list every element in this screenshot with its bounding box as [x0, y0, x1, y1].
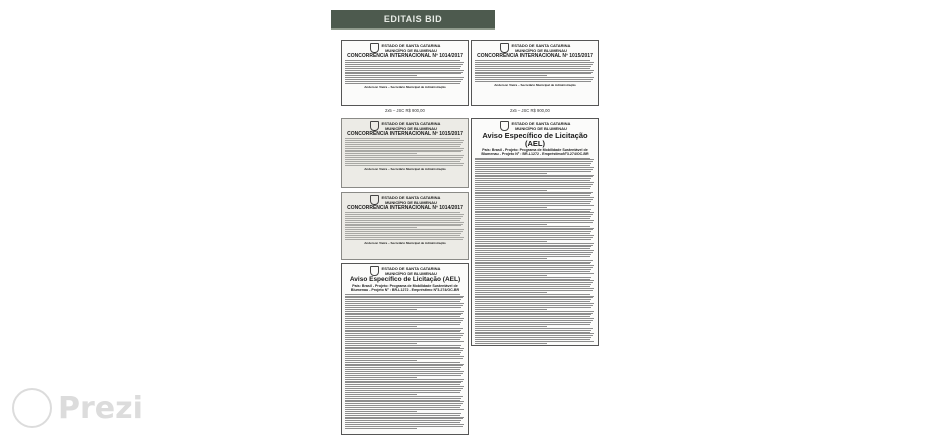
text-line [345, 413, 461, 414]
text-line [475, 188, 590, 189]
text-line [475, 267, 593, 268]
text-line [345, 411, 417, 412]
text-line [345, 428, 417, 429]
state-name: ESTADO DE SANTA CATARINA [511, 43, 571, 48]
text-line [345, 72, 463, 73]
text-line [345, 77, 464, 78]
text-line [345, 62, 464, 63]
text-line [475, 263, 590, 264]
text-line [345, 386, 464, 387]
text-line [345, 337, 461, 338]
text-line [345, 348, 464, 349]
text-line [475, 158, 590, 159]
text-line [475, 297, 593, 298]
text-line [475, 341, 594, 342]
text-line [475, 245, 593, 246]
text-line [345, 394, 417, 395]
text-line [345, 155, 464, 156]
text-line [475, 292, 547, 293]
text-line [475, 77, 594, 78]
text-line [345, 140, 464, 141]
notice-signature: Anderson Vieira – Secretário Municipal de Administração [494, 83, 576, 88]
notice-header [345, 195, 465, 205]
text-line [475, 282, 593, 283]
text-line [345, 356, 464, 357]
text-line [345, 382, 461, 383]
text-line [475, 169, 593, 170]
text-line [475, 239, 591, 240]
text-line [345, 222, 464, 223]
text-line [345, 345, 461, 346]
text-line [475, 339, 590, 340]
text-line [345, 324, 460, 325]
text-line [345, 66, 461, 67]
text-line [345, 142, 463, 143]
text-line [475, 246, 591, 247]
notice-concorrencia-1015-copy[interactable] [341, 118, 469, 188]
text-line [475, 216, 591, 217]
notice-header [475, 43, 595, 53]
text-line [475, 231, 591, 232]
notice-body [345, 294, 465, 429]
text-line [345, 384, 460, 385]
text-line [475, 260, 593, 261]
text-line [345, 68, 460, 69]
text-line [475, 309, 547, 310]
municipality-name: MUNICÍPIO DE BLUMENAU [515, 48, 567, 53]
text-line [475, 180, 590, 181]
text-line [475, 66, 591, 67]
text-line [475, 173, 547, 174]
state-name: ESTADO DE SANTA CATARINA [381, 195, 441, 200]
text-line [345, 296, 464, 297]
coat-of-arms-icon [500, 43, 509, 53]
text-line [345, 377, 417, 378]
text-line [475, 211, 590, 212]
notice-header [345, 266, 465, 276]
text-line [345, 407, 460, 408]
text-line [345, 216, 463, 217]
text-line [345, 330, 461, 331]
text-line [345, 401, 464, 402]
text-line [345, 309, 417, 310]
text-line [345, 299, 461, 300]
text-line [475, 343, 547, 344]
text-line [345, 301, 460, 302]
notice-title: CONCORRÊNCIA INTERNACIONAL Nº 1015/2017 [477, 53, 593, 59]
text-line [345, 138, 460, 139]
state-name: ESTADO DE SANTA CATARINA [381, 43, 441, 48]
notice-concorrencia-1014[interactable] [341, 40, 469, 106]
notice-signature: Anderson Vieira – Secretário Municipal de Administração [364, 84, 446, 89]
banner-title: EDITAIS BID [383, 14, 443, 24]
notice-header [345, 43, 465, 53]
text-line [345, 362, 460, 363]
text-line [345, 314, 461, 315]
text-line [345, 415, 460, 416]
text-line [475, 318, 594, 319]
notice-title: Aviso Específico de Licitação (AEL) [482, 131, 588, 148]
text-line [475, 182, 594, 183]
text-line [475, 271, 590, 272]
text-line [345, 161, 460, 162]
text-line [475, 178, 591, 179]
banner-underline [331, 28, 495, 30]
notice-body [475, 60, 595, 82]
text-line [345, 313, 463, 314]
notice-concorrencia-1014-copy[interactable] [341, 192, 469, 260]
text-line [475, 299, 591, 300]
text-line [475, 265, 594, 266]
text-line [475, 296, 594, 297]
text-line [475, 167, 594, 168]
text-line [475, 214, 593, 215]
municipality-name: MUNICÍPIO DE BLUMENAU [515, 126, 567, 131]
text-line [475, 258, 547, 259]
text-line [475, 190, 547, 191]
text-line [475, 290, 593, 291]
text-line [345, 153, 417, 154]
text-line [345, 422, 460, 423]
text-line [345, 79, 463, 80]
text-line [475, 235, 594, 236]
notice-body [345, 212, 465, 239]
notice-concorrencia-1015[interactable] [471, 40, 599, 106]
coat-of-arms-icon [500, 121, 509, 131]
municipality-name: MUNICÍPIO DE BLUMENAU [385, 48, 437, 53]
text-line [475, 220, 594, 221]
text-line [475, 332, 590, 333]
text-line [345, 364, 464, 365]
text-line [345, 365, 463, 366]
text-line [345, 354, 460, 355]
text-line [345, 320, 463, 321]
text-line [475, 269, 591, 270]
text-line [475, 195, 590, 196]
text-line [475, 218, 590, 219]
text-line [475, 316, 590, 317]
text-line [345, 350, 463, 351]
text-line [345, 381, 463, 382]
text-line [475, 322, 591, 323]
text-line [345, 151, 461, 152]
text-line [345, 373, 463, 374]
text-line [475, 273, 594, 274]
text-line [345, 392, 460, 393]
text-line [475, 275, 547, 276]
text-line [345, 426, 463, 427]
notice-body [345, 138, 465, 165]
text-line [345, 220, 460, 221]
coat-of-arms-icon [370, 121, 379, 131]
text-line [345, 358, 463, 359]
text-line [345, 396, 463, 397]
text-line [345, 227, 417, 228]
text-line [345, 83, 460, 84]
notice-body [475, 158, 595, 346]
text-line [475, 163, 591, 164]
text-line [475, 68, 590, 69]
text-line [345, 390, 461, 391]
text-line [475, 197, 594, 198]
text-line [345, 237, 464, 238]
municipality-name: MUNICÍPIO DE BLUMENAU [385, 126, 437, 131]
prezi-watermark [12, 388, 143, 428]
text-line [345, 150, 463, 151]
text-line [345, 294, 460, 295]
text-line [475, 224, 547, 225]
coat-of-arms-icon [370, 195, 379, 205]
text-line [345, 352, 461, 353]
notice-header [345, 121, 465, 131]
text-line [475, 64, 593, 65]
text-line [345, 225, 461, 226]
notice-header [475, 121, 595, 131]
text-line [475, 294, 590, 295]
text-line [475, 288, 594, 289]
text-line [345, 231, 463, 232]
text-line [475, 320, 593, 321]
text-line [345, 420, 461, 421]
text-line [475, 305, 593, 306]
text-line [475, 233, 590, 234]
text-line [475, 313, 593, 314]
text-line [475, 277, 591, 278]
text-line [475, 243, 594, 244]
text-line [475, 70, 594, 71]
text-line [475, 301, 590, 302]
text-line [345, 148, 464, 149]
editais-bid-banner [331, 10, 495, 28]
text-line [475, 330, 591, 331]
text-line [475, 159, 594, 160]
municipality-name: MUNICÍPIO DE BLUMENAU [385, 271, 437, 276]
price-caption: 2x5 – JSC R$ 900,00 [510, 108, 550, 113]
text-line [345, 379, 464, 380]
text-line [475, 193, 591, 194]
text-line [345, 233, 461, 234]
text-line [475, 75, 547, 76]
text-line [475, 326, 547, 327]
text-line [475, 303, 594, 304]
text-line [345, 388, 463, 389]
text-line [475, 199, 593, 200]
prezi-logo-icon [12, 388, 52, 428]
text-line [475, 222, 593, 223]
text-line [345, 70, 464, 71]
text-line [475, 256, 590, 257]
text-line [345, 303, 464, 304]
text-line [475, 72, 593, 73]
text-line [345, 367, 461, 368]
text-line [475, 237, 593, 238]
text-line [475, 176, 593, 177]
text-line [475, 186, 591, 187]
text-line [345, 417, 464, 418]
text-line [475, 254, 591, 255]
text-line [475, 228, 594, 229]
text-line [345, 60, 460, 61]
text-line [475, 60, 590, 61]
text-line [475, 307, 591, 308]
text-line [475, 337, 591, 338]
text-line [345, 341, 464, 342]
text-line [345, 73, 461, 74]
municipality-name: MUNICÍPIO DE BLUMENAU [385, 200, 437, 205]
text-line [345, 343, 417, 344]
text-line [345, 305, 463, 306]
text-line [475, 250, 594, 251]
text-line [345, 322, 461, 323]
notice-signature: Anderson Vieira – Secretário Municipal de Administração [364, 166, 446, 171]
text-line [345, 64, 463, 65]
text-line [475, 79, 593, 80]
state-name: ESTADO DE SANTA CATARINA [511, 121, 571, 126]
text-line [345, 400, 460, 401]
text-line [345, 326, 417, 327]
price-caption: 2x5 – JSC R$ 900,00 [385, 108, 425, 113]
notice-ael-right[interactable] [471, 118, 599, 346]
text-line [475, 229, 593, 230]
text-line [475, 241, 547, 242]
text-line [345, 157, 463, 158]
text-line [345, 405, 461, 406]
text-line [345, 165, 463, 166]
text-line [475, 333, 594, 334]
text-line [475, 203, 590, 204]
notice-title: CONCORRÊNCIA INTERNACIONAL Nº 1014/2017 [347, 53, 463, 59]
text-line [345, 409, 464, 410]
notice-signature: Anderson Vieira – Secretário Municipal de Administração [364, 240, 446, 245]
text-line [475, 311, 594, 312]
text-line [345, 297, 463, 298]
text-line [345, 369, 460, 370]
text-line [475, 248, 590, 249]
text-line [345, 318, 464, 319]
prezi-wordmark: Prezi [58, 390, 143, 426]
text-line [345, 239, 463, 240]
text-line [475, 335, 593, 336]
text-line [475, 212, 594, 213]
text-line [345, 403, 463, 404]
text-line [475, 192, 593, 193]
text-line [475, 345, 591, 346]
notice-title: CONCORRÊNCIA INTERNACIONAL Nº 1014/2017 [347, 205, 463, 211]
state-name: ESTADO DE SANTA CATARINA [381, 266, 441, 271]
text-line [345, 328, 463, 329]
text-line [475, 328, 593, 329]
text-line [475, 201, 591, 202]
text-line [345, 424, 464, 425]
text-line [345, 316, 460, 317]
text-line [475, 284, 591, 285]
text-line [345, 398, 461, 399]
notice-title: Aviso Específico de Licitação (AEL) [349, 276, 461, 283]
text-line [475, 171, 591, 172]
text-line [475, 286, 590, 287]
text-line [475, 279, 590, 280]
text-line [345, 81, 461, 82]
text-line [475, 184, 593, 185]
coat-of-arms-icon [370, 266, 379, 276]
text-line [475, 73, 591, 74]
text-line [345, 163, 464, 164]
notice-subtitle: País: Brasil - Projeto: Programa de Mobilidade Sustentável de Blumenau - Projeto Nº : BR-L1272 - Empréstimo Nº3.274/OC-BR [350, 283, 460, 293]
text-line [345, 75, 417, 76]
coat-of-arms-icon [370, 43, 379, 53]
text-line [345, 335, 463, 336]
text-line [475, 161, 593, 162]
text-line [475, 209, 591, 210]
text-line [475, 262, 591, 263]
text-line [475, 81, 591, 82]
text-line [475, 324, 590, 325]
text-line [345, 371, 464, 372]
text-line [475, 252, 593, 253]
text-line [345, 339, 460, 340]
notice-subtitle: País: Brasil - Projeto: Programa de Mobilidade Sustentável de Blumenau - Projeto Nº : BR-L1272 - EmpréstimoNº3.274/OC-BR [481, 147, 589, 157]
text-line [345, 418, 463, 419]
notice-title: CONCORRÊNCIA INTERNACIONAL Nº 1015/2017 [347, 131, 463, 137]
notice-body [345, 60, 465, 84]
text-line [345, 333, 464, 334]
text-line [345, 146, 460, 147]
state-name: ESTADO DE SANTA CATARINA [381, 121, 441, 126]
text-line [345, 144, 461, 145]
text-line [475, 280, 594, 281]
notice-ael-left[interactable] [341, 263, 469, 435]
text-line [475, 226, 590, 227]
text-line [475, 175, 594, 176]
text-line [345, 375, 461, 376]
text-line [475, 165, 590, 166]
text-line [475, 62, 594, 63]
text-line [475, 207, 547, 208]
text-line [345, 224, 463, 225]
text-line [345, 218, 461, 219]
text-line [345, 229, 464, 230]
text-line [345, 307, 461, 308]
text-line [475, 314, 591, 315]
text-line [345, 214, 464, 215]
text-line [475, 205, 594, 206]
text-line [345, 331, 460, 332]
text-line [345, 347, 460, 348]
text-line [345, 360, 417, 361]
text-line [345, 212, 460, 213]
text-line [345, 235, 460, 236]
text-line [345, 159, 461, 160]
text-line [345, 311, 464, 312]
